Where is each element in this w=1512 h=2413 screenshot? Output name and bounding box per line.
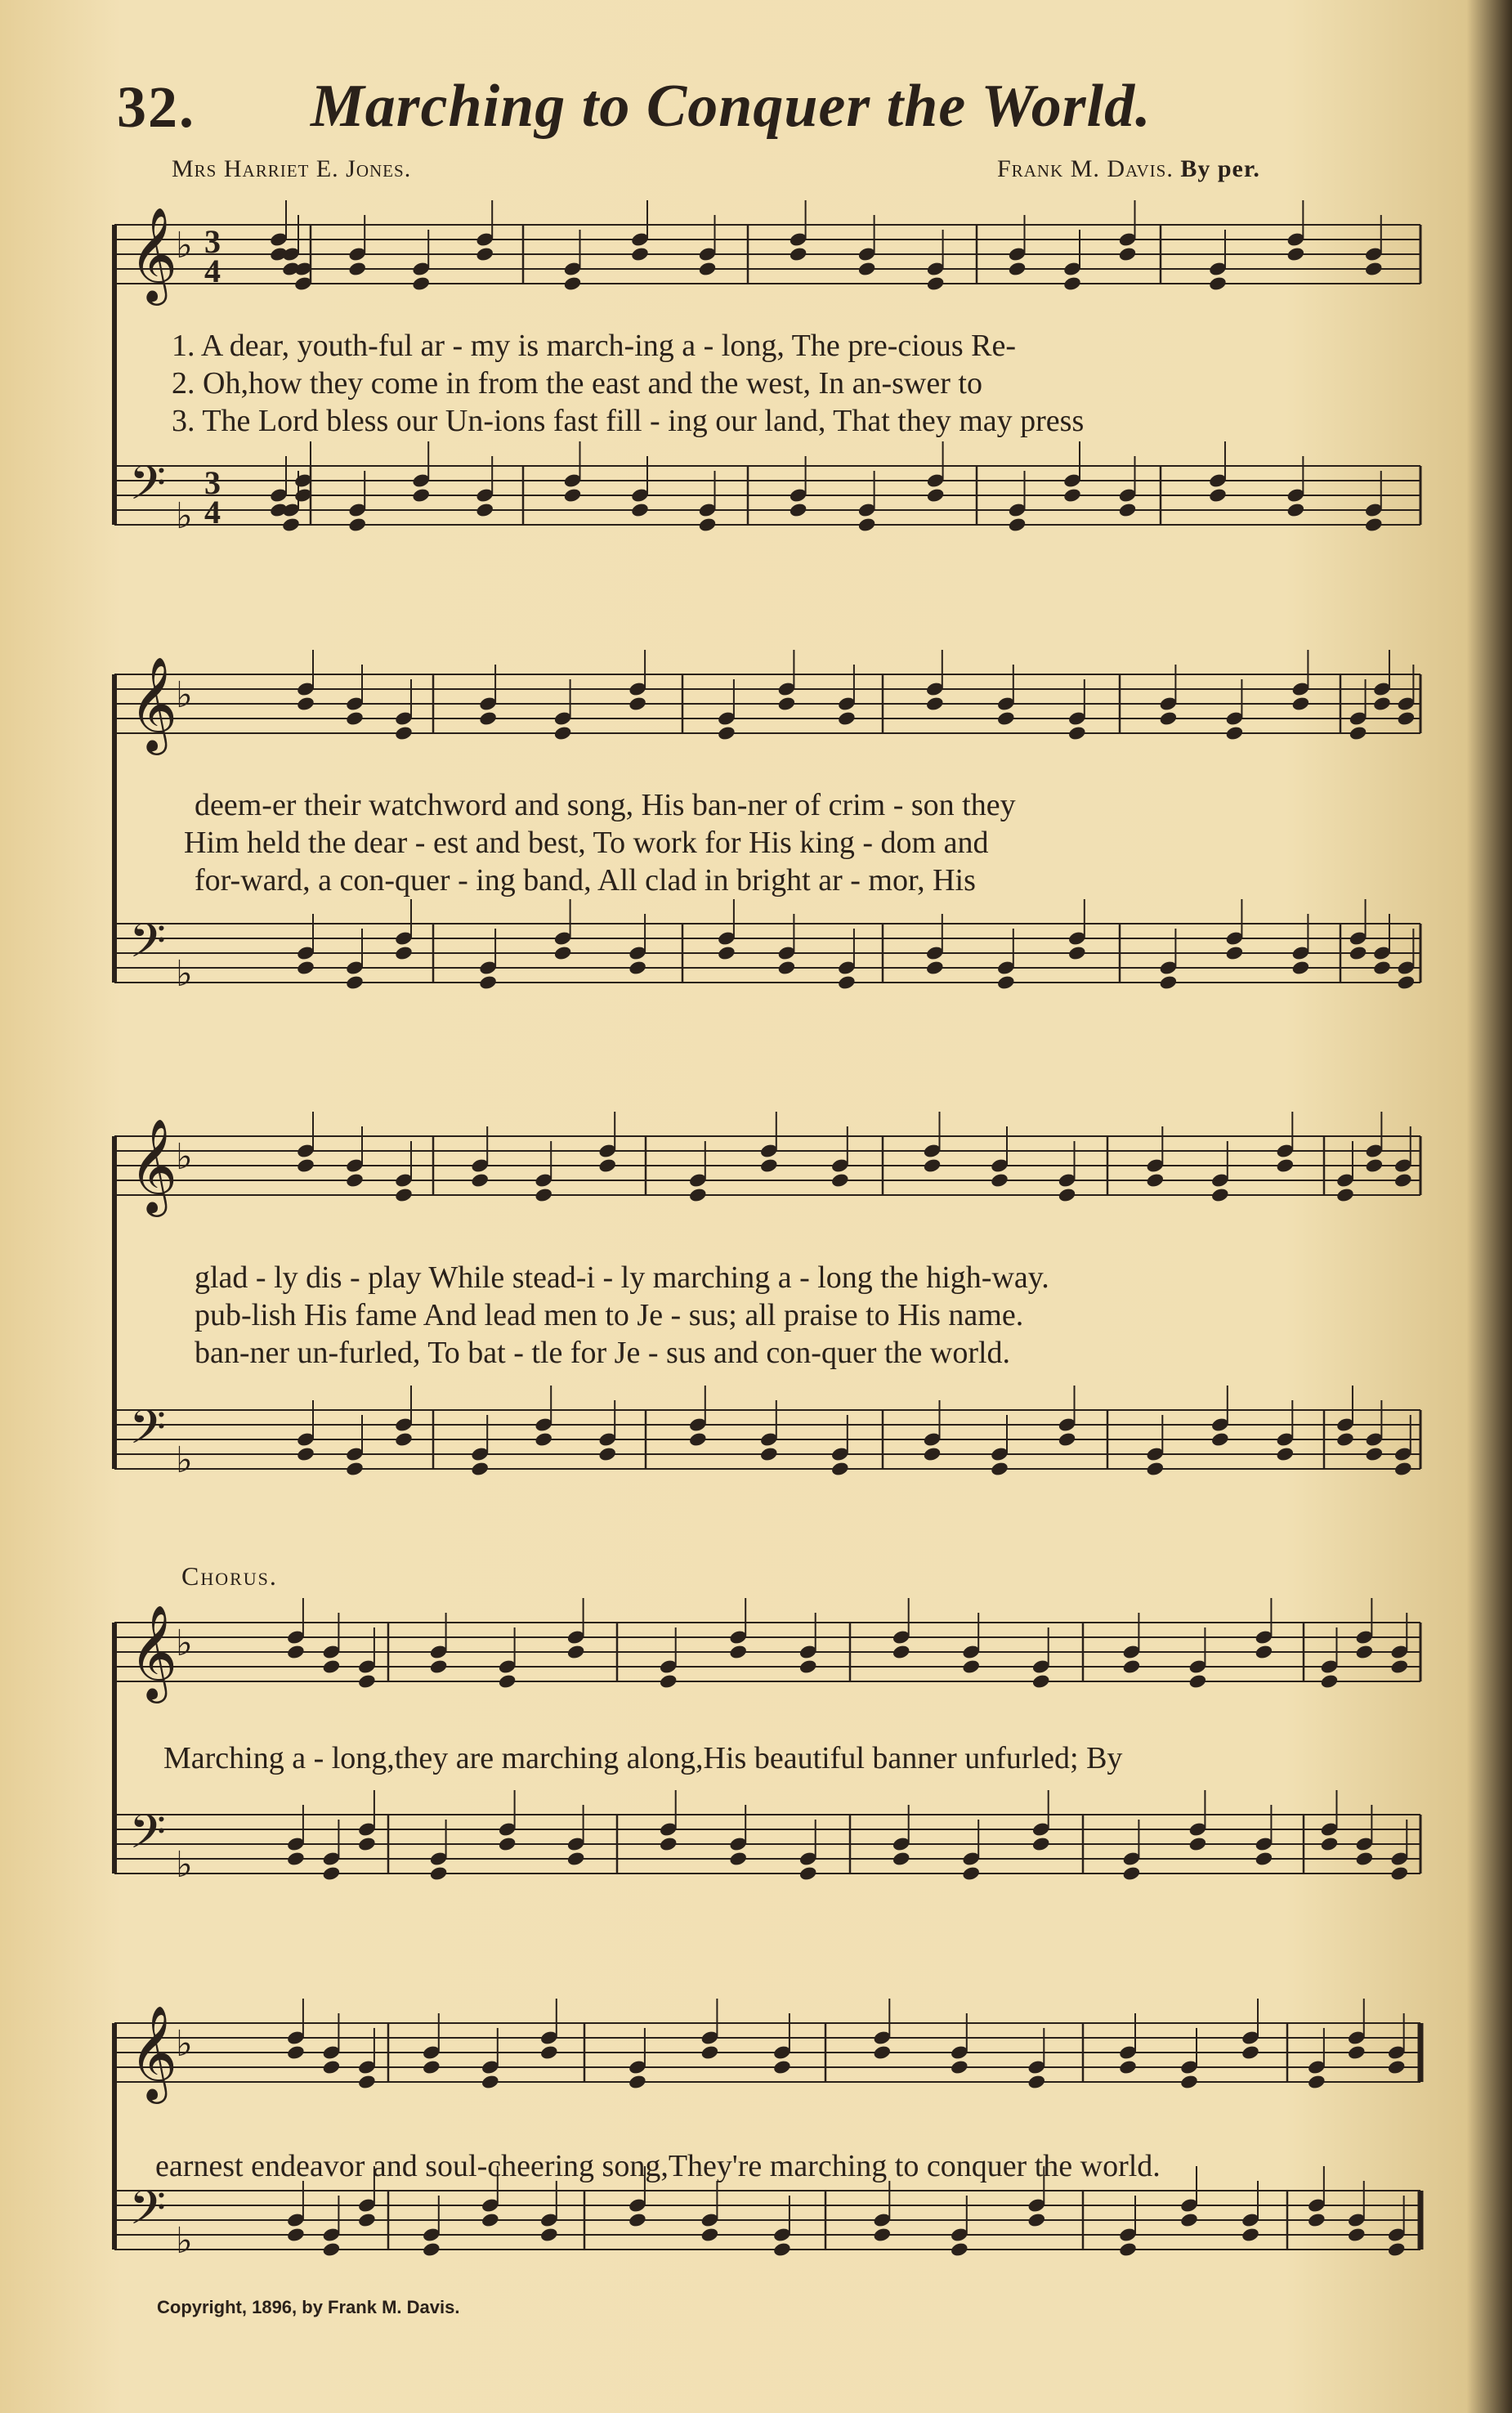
bass-clef-icon: 𝄢	[129, 913, 167, 980]
flat-key-icon: ♭	[176, 953, 193, 995]
note-head	[630, 246, 650, 262]
note-head	[470, 1172, 490, 1189]
note-head	[566, 1644, 586, 1660]
note-head	[1372, 960, 1392, 976]
note-head	[498, 1836, 517, 1852]
note-head	[1397, 710, 1416, 727]
note-head	[1188, 1673, 1208, 1690]
verse-2-line: pub-lish His fame And lead men to Je - sus; all praise to His name.	[195, 1298, 1024, 1332]
note-head	[1397, 974, 1416, 991]
note-head	[923, 1157, 942, 1174]
note-head	[873, 2044, 892, 2061]
copyright-notice: Copyright, 1896, by Frank M. Davis.	[157, 2297, 460, 2317]
flat-key-icon: ♭	[176, 2220, 193, 2262]
note-head	[394, 725, 414, 741]
note-head	[322, 2241, 342, 2258]
note-head	[429, 1659, 449, 1675]
note-head	[630, 502, 650, 518]
note-head	[357, 2074, 377, 2090]
note-head	[429, 1865, 449, 1882]
note-head	[926, 487, 946, 504]
note-head	[1255, 1644, 1274, 1660]
chorus-label: Chorus.	[181, 1561, 278, 1591]
note-head	[539, 2227, 559, 2243]
flat-key-icon: ♭	[176, 1844, 193, 1886]
note-head	[759, 1446, 779, 1462]
note-head	[1118, 2241, 1138, 2258]
note-head	[798, 1659, 818, 1675]
note-head	[1364, 517, 1384, 533]
note-head	[1122, 1659, 1142, 1675]
note-head	[1349, 725, 1368, 741]
note-head	[798, 1865, 818, 1882]
note-head	[717, 725, 736, 741]
note-head	[926, 275, 946, 292]
note-head	[1210, 1431, 1230, 1448]
note-head	[728, 1851, 748, 1867]
note-head	[553, 945, 573, 961]
note-head	[345, 1461, 365, 1477]
note-head	[688, 1187, 708, 1203]
note-head	[1389, 1659, 1409, 1675]
note-head	[1291, 960, 1311, 976]
note-head	[892, 1644, 911, 1660]
note-head	[950, 2059, 969, 2075]
note-head	[1241, 2044, 1260, 2061]
bass-clef-icon: 𝄢	[129, 1804, 167, 1871]
note-head	[990, 1461, 1009, 1477]
note-head	[478, 974, 498, 991]
note-head	[659, 1836, 678, 1852]
note-head	[357, 1836, 377, 1852]
note-head	[422, 2241, 441, 2258]
note-head	[772, 2241, 792, 2258]
note-head	[628, 2074, 647, 2090]
note-head	[475, 246, 494, 262]
note-head	[1208, 275, 1228, 292]
time-signature-top: 3	[204, 464, 221, 501]
note-head	[281, 517, 301, 533]
note-head	[1389, 1865, 1409, 1882]
note-head	[322, 1865, 342, 1882]
note-head	[1027, 2074, 1047, 2090]
chorus-line: Marching a - long,they are marching along,His beautiful banner unfurled; By	[163, 1741, 1123, 1775]
note-head	[1146, 1172, 1165, 1189]
verse-3-line: ban-ner un-furled, To bat - tle for Je - sus and con-quer the world.	[195, 1336, 1011, 1370]
note-head	[628, 696, 647, 712]
note-head	[534, 1431, 553, 1448]
note-head	[1067, 945, 1087, 961]
note-head	[1062, 487, 1082, 504]
note-head	[1031, 1673, 1051, 1690]
note-head	[296, 1446, 315, 1462]
time-signature-bottom: 4	[204, 253, 221, 289]
note-head	[1210, 1187, 1230, 1203]
note-head	[1058, 1187, 1077, 1203]
note-head	[1291, 696, 1311, 712]
note-head	[322, 2059, 342, 2075]
verse-2-line: 2. Oh,how they come in from the east and the west, In an-swer to	[172, 366, 982, 401]
note-head	[411, 275, 431, 292]
note-head	[394, 1187, 414, 1203]
note-head	[296, 1157, 315, 1174]
bass-clef-icon: 𝄢	[129, 455, 167, 522]
verse-3-line: for-ward, a con-quer - ing band, All clad in bright ar - mor, His	[195, 863, 976, 898]
note-head	[759, 1157, 779, 1174]
flat-key-icon: ♭	[176, 495, 193, 537]
note-head	[1241, 2227, 1260, 2243]
note-head	[296, 696, 315, 712]
note-head	[837, 974, 857, 991]
note-head	[830, 1461, 850, 1477]
composer-name: Frank M. Davis.	[997, 155, 1174, 182]
note-head	[597, 1157, 617, 1174]
note-head	[1355, 1851, 1375, 1867]
note-head	[1118, 246, 1138, 262]
verse-2-line: Him held the dear - est and best, To work for His king - dom and	[184, 826, 989, 860]
treble-staff	[114, 1598, 1420, 1703]
hymn-number: 32.	[117, 74, 195, 140]
note-head	[1058, 1431, 1077, 1448]
note-head	[566, 1851, 586, 1867]
note-head	[628, 960, 647, 976]
note-head	[1393, 1461, 1413, 1477]
note-head	[1118, 502, 1138, 518]
note-head	[990, 1172, 1009, 1189]
note-head	[659, 1673, 678, 1690]
note-head	[688, 1431, 708, 1448]
composer-credit	[997, 155, 1260, 183]
note-head	[1027, 2212, 1047, 2228]
note-head	[394, 1431, 414, 1448]
note-head	[925, 960, 945, 976]
note-head	[286, 1851, 306, 1867]
note-head	[1286, 246, 1306, 262]
note-head	[422, 2059, 441, 2075]
treble-clef-icon: 𝄞	[129, 1604, 178, 1699]
note-head	[345, 974, 365, 991]
note-head	[475, 502, 494, 518]
note-head	[1208, 487, 1228, 504]
note-head	[1365, 1446, 1385, 1462]
note-head	[347, 261, 367, 277]
note-head	[539, 2044, 559, 2061]
note-head	[837, 710, 857, 727]
note-head	[1276, 1446, 1295, 1462]
note-head	[1159, 974, 1179, 991]
note-head	[700, 2044, 720, 2061]
note-head	[961, 1865, 981, 1882]
note-head	[1320, 1836, 1340, 1852]
note-head	[923, 1446, 942, 1462]
note-head	[286, 1644, 306, 1660]
note-head	[286, 2044, 306, 2061]
note-head	[857, 517, 877, 533]
time-signature-bottom: 4	[204, 494, 221, 531]
music-system-5	[0, 1994, 1512, 2297]
hymn-title: Marching to Conquer the World.	[311, 73, 1152, 140]
flat-key-icon: ♭	[176, 1136, 193, 1178]
verse-1-line: deem-er their watchword and song, His ban-ner of crim - son they	[195, 788, 1016, 822]
note-head	[950, 2241, 969, 2258]
note-head	[1122, 1865, 1142, 1882]
flat-key-icon: ♭	[176, 2023, 193, 2065]
note-head	[1255, 1851, 1274, 1867]
note-head	[286, 2227, 306, 2243]
note-head	[1159, 710, 1179, 727]
note-head	[357, 1673, 377, 1690]
bass-clef-icon: 𝄢	[129, 1399, 167, 1466]
note-head	[1062, 275, 1082, 292]
note-head	[873, 2227, 892, 2243]
note-head	[1225, 725, 1245, 741]
treble-clef-icon: 𝄞	[129, 1117, 178, 1213]
note-head	[925, 696, 945, 712]
note-head	[777, 960, 797, 976]
note-head	[1307, 2074, 1326, 2090]
note-head	[1349, 945, 1368, 961]
note-head	[1387, 2241, 1407, 2258]
verse-1-line: glad - ly dis - play While stead-i - ly marching a - long the high-way.	[195, 1260, 1049, 1295]
note-head	[772, 2059, 792, 2075]
note-head	[996, 974, 1016, 991]
note-head	[1365, 1157, 1385, 1174]
note-head	[698, 261, 718, 277]
note-head	[961, 1659, 981, 1675]
note-head	[411, 487, 431, 504]
treble-staff	[114, 1999, 1420, 2104]
note-head	[498, 1673, 517, 1690]
note-head	[597, 1446, 617, 1462]
note-head	[1355, 1644, 1375, 1660]
note-head	[857, 261, 877, 277]
note-head	[470, 1461, 490, 1477]
bass-staff	[114, 1386, 1420, 1481]
treble-staff	[114, 650, 1420, 755]
treble-clef-icon: 𝄞	[129, 206, 178, 302]
note-head	[1372, 696, 1392, 712]
permission-note: By per.	[1180, 155, 1260, 182]
note-head	[789, 246, 808, 262]
treble-staff	[114, 1112, 1420, 1217]
note-head	[1031, 1836, 1051, 1852]
note-head	[1347, 2044, 1367, 2061]
note-head	[830, 1172, 850, 1189]
note-head	[1008, 261, 1027, 277]
verse-3-line: 3. The Lord bless our Un-ions fast fill - ing our land, That they may press	[172, 404, 1085, 438]
note-head	[394, 945, 414, 961]
note-head	[1118, 2059, 1138, 2075]
bass-clef-icon: 𝄢	[129, 2180, 167, 2247]
note-head	[481, 2212, 500, 2228]
note-head	[1320, 1673, 1340, 1690]
note-head	[1179, 2074, 1199, 2090]
note-head	[1307, 2212, 1326, 2228]
note-head	[1179, 2212, 1199, 2228]
note-head	[534, 1187, 553, 1203]
verse-1-line: 1. A dear, youth-ful ar - my is march-ing a - long, The pre-cious Re-	[172, 329, 1016, 363]
time-signature-top: 3	[204, 223, 221, 260]
bass-staff	[114, 441, 1420, 537]
note-head	[1188, 1836, 1208, 1852]
note-head	[700, 2227, 720, 2243]
note-head	[1335, 1187, 1355, 1203]
flat-key-icon: ♭	[176, 1439, 193, 1481]
note-head	[1347, 2227, 1367, 2243]
note-head	[322, 1659, 342, 1675]
note-head	[481, 2074, 500, 2090]
note-head	[553, 725, 573, 741]
flat-key-icon: ♭	[176, 674, 193, 716]
note-head	[1276, 1157, 1295, 1174]
note-head	[1286, 502, 1306, 518]
note-head	[628, 2212, 647, 2228]
note-head	[1146, 1461, 1165, 1477]
note-head	[1008, 517, 1027, 533]
bass-staff	[114, 1790, 1420, 1886]
note-head	[1225, 945, 1245, 961]
lyricist-credit: Mrs Harriet E. Jones.	[172, 155, 412, 182]
note-head	[345, 710, 365, 727]
note-head	[1067, 725, 1087, 741]
note-head	[698, 517, 718, 533]
note-head	[789, 502, 808, 518]
note-head	[892, 1851, 911, 1867]
note-head	[478, 710, 498, 727]
note-head	[563, 487, 583, 504]
note-head	[777, 696, 797, 712]
flat-key-icon: ♭	[176, 1623, 193, 1664]
treble-staff	[114, 200, 1420, 306]
note-head	[996, 710, 1016, 727]
note-head	[296, 960, 315, 976]
chorus-line: earnest endeavor and soul-cheering song,They're marching to conquer the world.	[155, 2149, 1161, 2183]
note-head	[1364, 261, 1384, 277]
note-head	[717, 945, 736, 961]
note-head	[1387, 2059, 1407, 2075]
bass-staff	[114, 899, 1420, 995]
note-head	[1393, 1172, 1413, 1189]
note-head	[1335, 1431, 1355, 1448]
treble-clef-icon: 𝄞	[129, 656, 178, 751]
flat-key-icon: ♭	[176, 225, 193, 266]
note-head	[357, 2212, 377, 2228]
note-head	[345, 1172, 365, 1189]
treble-clef-icon: 𝄞	[129, 2004, 178, 2100]
note-head	[728, 1644, 748, 1660]
note-head	[563, 275, 583, 292]
note-head	[347, 517, 367, 533]
